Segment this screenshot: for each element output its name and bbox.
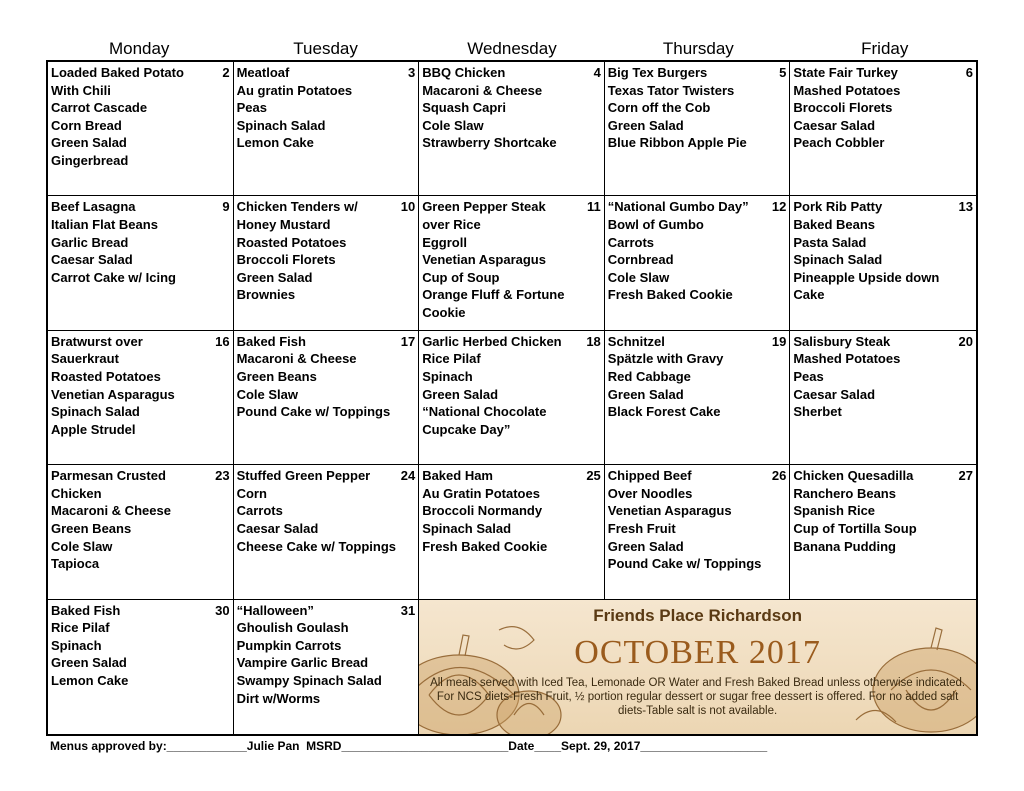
menu-items bbox=[793, 333, 973, 421]
menu-item: Chicken Quesadilla bbox=[793, 468, 914, 484]
menu-item: Green Beans bbox=[51, 520, 132, 536]
day-header-tuesday: Tuesday bbox=[293, 39, 358, 58]
menu-item: Baked Fish bbox=[51, 602, 121, 618]
menu-items bbox=[237, 602, 416, 708]
menu-item: Cake bbox=[793, 287, 825, 303]
menu-item: Blue Ribbon Apple Pie bbox=[607, 135, 747, 151]
menu-item: Orange Fluff & Fortune bbox=[422, 287, 565, 303]
menu-item: Macaroni & Cheese bbox=[422, 82, 543, 98]
menu-items bbox=[237, 467, 416, 555]
menu-item: “National Gumbo Day” bbox=[607, 199, 749, 215]
menu-item: Carrot Cascade bbox=[51, 100, 148, 116]
menu-item: Corn off the Cob bbox=[607, 100, 711, 116]
day-number: 26 bbox=[771, 468, 787, 484]
menu-item: Brownies bbox=[236, 287, 296, 303]
day-cell-tuesday bbox=[234, 600, 420, 734]
menu-item: Beef Lasagna bbox=[51, 199, 136, 215]
menu-item: Ranchero Beans bbox=[793, 485, 896, 501]
menu-item: Cole Slaw bbox=[236, 386, 299, 402]
menu-item: Black Forest Cake bbox=[607, 404, 721, 420]
menu-item: Chipped Beef bbox=[607, 468, 692, 484]
menu-item: over Rice bbox=[422, 216, 481, 232]
menu-item: Pound Cake w/ Toppings bbox=[607, 556, 762, 572]
day-cell-friday bbox=[790, 196, 976, 330]
day-number: 13 bbox=[958, 199, 973, 215]
menu-item: Chicken bbox=[51, 485, 102, 501]
day-number: 2 bbox=[222, 65, 230, 80]
menu-item: Pumpkin Carrots bbox=[236, 637, 342, 653]
menu-item: Au gratin Potatoes bbox=[236, 82, 353, 98]
menu-item: Spinach bbox=[51, 637, 102, 653]
menu-items bbox=[51, 467, 230, 573]
menu-item: Mashed Potatoes bbox=[793, 351, 901, 367]
day-cell-tuesday bbox=[234, 465, 420, 599]
day-cell-monday bbox=[48, 331, 234, 465]
menu-item: Caesar Salad bbox=[793, 386, 876, 402]
menu-item: Roasted Potatoes bbox=[51, 368, 161, 384]
menu-item: Green Pepper Steak bbox=[422, 199, 546, 215]
menu-item: Spinach Salad bbox=[51, 404, 140, 420]
day-number: 27 bbox=[958, 468, 973, 484]
day-number: 17 bbox=[400, 333, 416, 349]
menu-item: Garlic Herbed Chicken bbox=[422, 333, 562, 349]
menu-item: Corn Bread bbox=[51, 117, 122, 133]
menu-item: Bowl of Gumbo bbox=[607, 216, 704, 232]
menu-item: Green Beans bbox=[236, 368, 317, 384]
menu-item: Pineapple Upside down bbox=[793, 269, 940, 285]
menu-item: Rice Pilaf bbox=[51, 620, 110, 636]
day-cell-thursday bbox=[605, 331, 791, 465]
menu-item: Texas Tator Twisters bbox=[607, 82, 735, 98]
menu-item: Venetian Asparagus bbox=[422, 252, 546, 268]
menu-item: Cup of Tortilla Soup bbox=[793, 520, 917, 536]
menu-item: Carrots bbox=[607, 234, 655, 250]
day-header-wednesday: Wednesday bbox=[467, 39, 557, 58]
menu-item: With Chili bbox=[51, 82, 111, 98]
menu-item: Meatloaf bbox=[236, 65, 290, 80]
day-cell-monday bbox=[48, 465, 234, 599]
menu-item: Pound Cake w/ Toppings bbox=[236, 404, 391, 420]
menu-item: Caesar Salad bbox=[236, 520, 319, 536]
menu-item: Fresh Fruit bbox=[607, 520, 676, 536]
day-number: 16 bbox=[215, 333, 230, 349]
menu-item: Big Tex Burgers bbox=[607, 65, 708, 80]
day-number: 18 bbox=[586, 333, 601, 349]
day-header-friday: Friday bbox=[861, 39, 909, 58]
month-banner bbox=[419, 600, 976, 734]
menu-items bbox=[237, 198, 416, 304]
menu-item: Loaded Baked Potato bbox=[51, 65, 184, 80]
menu-items bbox=[51, 64, 230, 170]
menu-items bbox=[51, 602, 230, 690]
menu-item: Honey Mustard bbox=[236, 216, 331, 232]
menu-item: Peas bbox=[793, 368, 824, 384]
day-number: 23 bbox=[215, 468, 230, 484]
menu-item: Cole Slaw bbox=[422, 117, 484, 133]
menu-item: Chicken Tenders w/ bbox=[236, 199, 358, 215]
day-number: 9 bbox=[222, 199, 230, 215]
menu-items bbox=[608, 64, 787, 152]
day-cell-tuesday bbox=[234, 331, 420, 465]
day-number: 31 bbox=[400, 602, 416, 618]
menu-items bbox=[51, 333, 230, 439]
menu-item: Lemon Cake bbox=[236, 135, 314, 151]
menu-item: Au Gratin Potatoes bbox=[422, 485, 540, 501]
menu-item: Parmesan Crusted bbox=[51, 468, 166, 484]
menu-item: Spanish Rice bbox=[793, 503, 876, 519]
day-number: 11 bbox=[587, 199, 601, 215]
day-cell-wednesday bbox=[419, 465, 605, 599]
menu-item: Cheese Cake w/ Toppings bbox=[236, 538, 397, 554]
day-cell-monday bbox=[48, 600, 234, 734]
menu-item: Over Noodles bbox=[607, 485, 693, 501]
menu-item: Fresh Baked Cookie bbox=[422, 538, 548, 554]
menu-item: Broccoli Florets bbox=[793, 100, 893, 116]
menu-item: Green Salad bbox=[607, 117, 684, 133]
menu-item: Salisbury Steak bbox=[793, 333, 891, 349]
menu-item: Pork Rib Patty bbox=[793, 199, 883, 215]
menu-item: Garlic Bread bbox=[51, 234, 129, 250]
menu-item: Apple Strudel bbox=[51, 421, 136, 437]
menu-item: BBQ Chicken bbox=[422, 65, 506, 80]
menu-item: Mashed Potatoes bbox=[793, 82, 901, 98]
menu-item: Cookie bbox=[422, 304, 466, 320]
menu-item: Carrots bbox=[236, 503, 283, 519]
day-number: 30 bbox=[215, 602, 230, 618]
day-header-thursday: Thursday bbox=[662, 39, 734, 58]
day-number: 6 bbox=[965, 65, 973, 80]
menu-item: Schnitzel bbox=[607, 333, 665, 349]
menu-item: Venetian Asparagus bbox=[51, 386, 175, 402]
menu-item: Green Salad bbox=[236, 269, 313, 285]
day-cell-tuesday bbox=[234, 62, 420, 196]
menu-item: Roasted Potatoes bbox=[236, 234, 347, 250]
menu-item: Carrot Cake w/ Icing bbox=[51, 269, 176, 285]
day-cell-thursday bbox=[605, 196, 791, 330]
day-number: 24 bbox=[400, 468, 416, 484]
menu-item: Broccoli Florets bbox=[236, 252, 336, 268]
day-number: 25 bbox=[586, 468, 601, 484]
menu-item: Eggroll bbox=[422, 234, 467, 250]
menu-item: Broccoli Normandy bbox=[422, 503, 543, 519]
menu-items bbox=[793, 198, 973, 304]
menu-item: Baked Fish bbox=[236, 333, 306, 349]
menu-item: Spinach Salad bbox=[422, 520, 512, 536]
day-number: 5 bbox=[779, 65, 787, 80]
menu-item: State Fair Turkey bbox=[793, 65, 898, 80]
menu-item: Lemon Cake bbox=[51, 672, 129, 688]
day-number: 10 bbox=[400, 199, 416, 215]
menu-items bbox=[608, 333, 787, 421]
day-cell-thursday bbox=[605, 465, 791, 599]
day-cell-wednesday bbox=[419, 196, 605, 330]
menu-item: Tapioca bbox=[51, 556, 100, 572]
menu-item: Strawberry Shortcake bbox=[422, 135, 557, 151]
menu-item: Italian Flat Beans bbox=[51, 216, 158, 232]
menu-items bbox=[237, 333, 416, 421]
menu-item: Green Salad bbox=[607, 538, 684, 554]
menu-calendar-grid bbox=[46, 60, 978, 736]
menu-items bbox=[422, 333, 601, 439]
menu-item: Cornbread bbox=[607, 252, 674, 268]
month-title: OCTOBER 2017 bbox=[574, 633, 821, 671]
menu-item: Caesar Salad bbox=[793, 117, 876, 133]
day-cell-wednesday bbox=[419, 331, 605, 465]
menu-item: Squash Capri bbox=[422, 100, 506, 116]
menu-item: Cole Slaw bbox=[51, 538, 113, 554]
menu-item: Rice Pilaf bbox=[422, 351, 481, 367]
menu-item: “Halloween” bbox=[236, 602, 314, 618]
menu-item: Spinach Salad bbox=[236, 117, 326, 133]
menu-item: Banana Pudding bbox=[793, 538, 896, 554]
menu-item: Venetian Asparagus bbox=[607, 503, 732, 519]
menu-item: Macaroni & Cheese bbox=[236, 351, 357, 367]
menu-item: Cole Slaw bbox=[607, 269, 670, 285]
menu-item: Dirt w/Worms bbox=[236, 690, 321, 706]
menu-items bbox=[51, 198, 230, 286]
facility-name: Friends Place Richardson bbox=[593, 605, 802, 625]
menu-item: Macaroni & Cheese bbox=[51, 503, 171, 519]
menu-item: Baked Ham bbox=[422, 468, 493, 484]
menu-item: Caesar Salad bbox=[51, 252, 133, 268]
day-number: 3 bbox=[407, 65, 416, 80]
menu-items bbox=[793, 64, 973, 152]
menu-item: Stuffed Green Pepper bbox=[236, 468, 371, 484]
menu-item: Gingerbread bbox=[51, 152, 129, 168]
menu-items bbox=[422, 64, 601, 152]
menu-item: Green Salad bbox=[51, 135, 127, 151]
day-cell-wednesday bbox=[419, 62, 605, 196]
day-cell-tuesday bbox=[234, 196, 420, 330]
menu-item: Swampy Spinach Salad bbox=[236, 672, 382, 688]
menu-item: Green Salad bbox=[51, 655, 127, 671]
day-number: 20 bbox=[958, 333, 973, 349]
menu-item: Ghoulish Goulash bbox=[236, 620, 349, 636]
menu-item: Baked Beans bbox=[793, 216, 876, 232]
day-cell-friday bbox=[790, 62, 976, 196]
menu-items bbox=[422, 467, 601, 555]
day-number: 4 bbox=[593, 65, 601, 80]
menu-item: Peach Cobbler bbox=[793, 135, 885, 151]
menu-item: Bratwurst over bbox=[51, 333, 143, 349]
weekday-header bbox=[46, 38, 978, 60]
meal-service-note: All meals served with Iced Tea, Lemonade OR Water and Fresh Baked Bread unless otherwise indicated. For NCS diets-Fresh Fruit, ½ portion regular dessert or sugar free dessert is offered. For no added salt diets-Table salt is not available. bbox=[430, 676, 966, 717]
menu-item: Peas bbox=[236, 100, 267, 116]
menu-item: Vampire Garlic Bread bbox=[236, 655, 369, 671]
menu-item: Fresh Baked Cookie bbox=[607, 287, 733, 303]
menu-items bbox=[608, 467, 787, 573]
day-cell-friday bbox=[790, 331, 976, 465]
menu-items bbox=[237, 64, 416, 152]
menu-item: Spinach bbox=[422, 368, 473, 384]
menu-item: Spätzle with Gravy bbox=[607, 351, 724, 367]
day-cell-monday bbox=[48, 196, 234, 330]
day-cell-monday bbox=[48, 62, 234, 196]
day-cell-thursday bbox=[605, 62, 791, 196]
menu-item: Cup of Soup bbox=[422, 269, 500, 285]
menu-item: Cupcake Day” bbox=[422, 421, 511, 437]
menu-item: Green Salad bbox=[422, 386, 499, 402]
menu-item: Red Cabbage bbox=[607, 368, 691, 384]
menu-item: Sherbet bbox=[793, 404, 842, 420]
day-number: 19 bbox=[771, 333, 787, 349]
menu-items bbox=[608, 198, 787, 304]
menu-item: Green Salad bbox=[607, 386, 684, 402]
day-cell-friday bbox=[790, 465, 976, 599]
menu-item: “National Chocolate bbox=[422, 404, 547, 420]
menu-item: Sauerkraut bbox=[51, 351, 119, 367]
menu-items bbox=[793, 467, 973, 555]
menu-item: Spinach Salad bbox=[793, 252, 883, 268]
approval-footer: Menus approved by:____________Julie Pan MSRD_________________________Date____Sept. 29, 2017___________________ bbox=[50, 739, 768, 753]
day-header-monday: Monday bbox=[108, 39, 170, 58]
day-number: 12 bbox=[771, 199, 787, 215]
menu-items bbox=[422, 198, 601, 321]
menu-item: Corn bbox=[236, 485, 267, 501]
menu-item: Pasta Salad bbox=[793, 234, 867, 250]
